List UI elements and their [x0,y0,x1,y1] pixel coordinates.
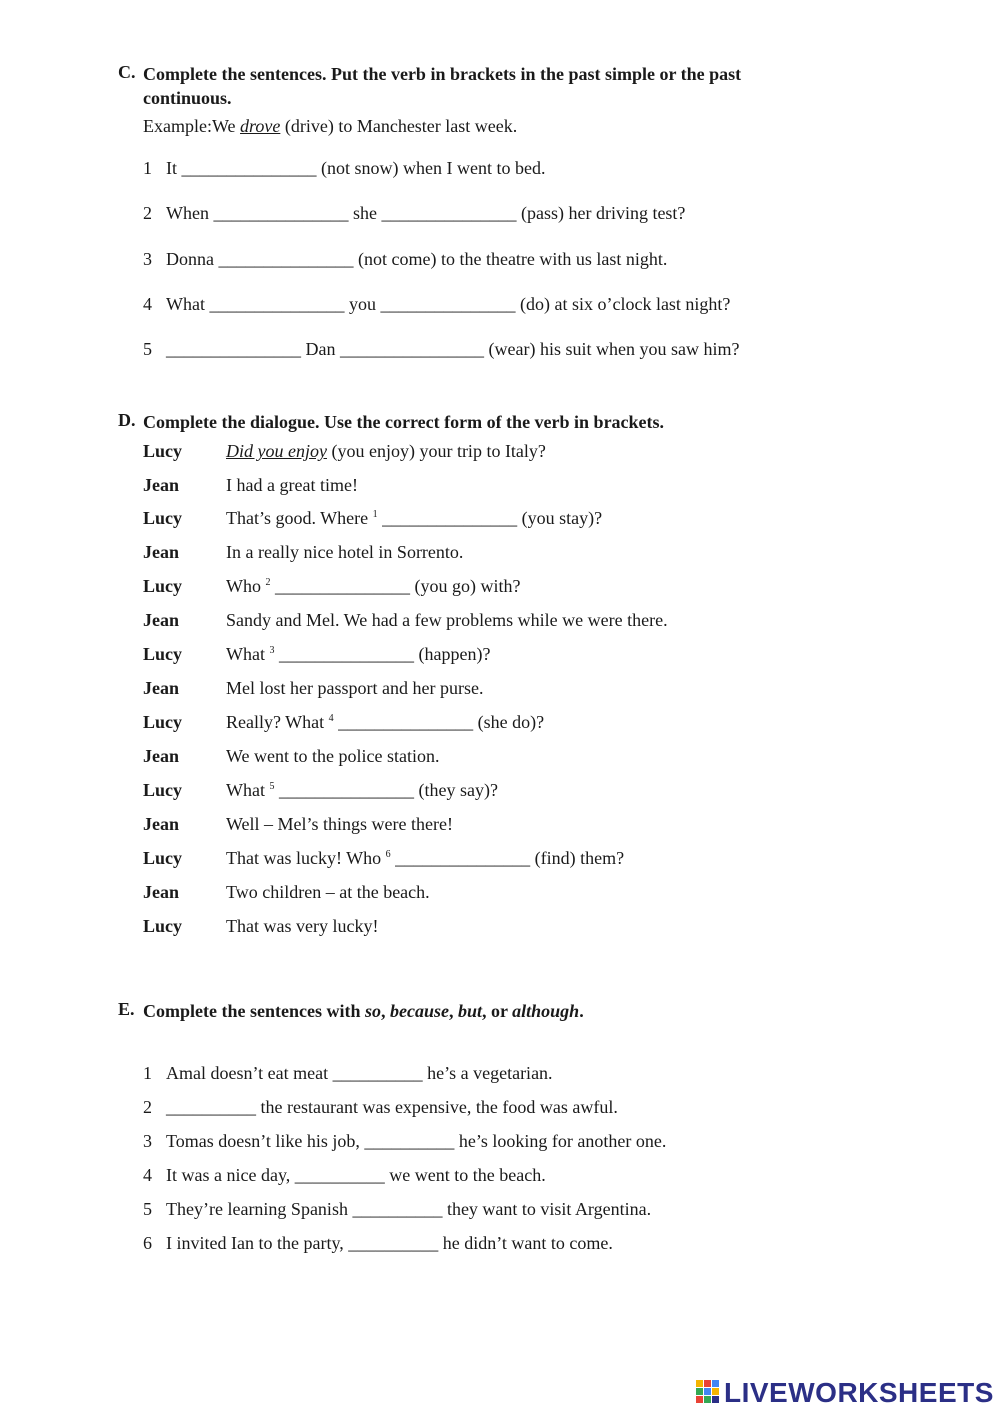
c-item-text[interactable]: What _______________ you _______________ (do) at six o’clock last night? [166,294,731,314]
sep: , [448,1001,458,1021]
line-post: _______________ (she do)? [333,712,545,732]
e-item-text[interactable]: Tomas doesn’t like his job, __________ he’s looking for another one. [166,1131,667,1151]
dialogue-line: Sandy and Mel. We had a few problems while we were there. [226,610,668,630]
dialogue-line: We went to the police station. [226,746,440,766]
dialogue-line: Two children – at the beach. [226,882,430,902]
line-pre: Who [226,576,266,596]
c-item-text[interactable]: _______________ Dan ________________ (wear) his suit when you saw him? [166,339,740,359]
line-post: _______________ (find) them? [390,848,625,868]
line-pre: Really? What [226,712,329,732]
e-item-text[interactable]: It was a nice day, __________ we went to the beach. [166,1165,546,1185]
dialogue-example-answer: Did you enjoy [226,441,327,461]
heading-post: . [579,1001,584,1021]
example-label: Example: [143,116,212,136]
sep: , or [481,1001,513,1021]
c-item-number: 5 [143,339,152,359]
line-pre: What [226,644,270,664]
heading-pre: Complete the sentences with [143,1001,365,1021]
e-item-number: 5 [143,1199,152,1219]
e-item-text[interactable]: Amal doesn’t eat meat __________ he’s a vegetarian. [166,1063,553,1083]
dialogue-speaker: Lucy [143,780,183,800]
line-post: _______________ (they say)? [274,780,498,800]
section-c-example [143,116,517,137]
c-item-number: 1 [143,158,152,178]
gap-number: 5 [269,781,275,792]
dialogue-speaker: Jean [143,678,179,698]
gap-number: 4 [328,713,334,724]
c-item-text[interactable]: It _______________ (not snow) when I went to bed. [166,158,546,178]
dialogue-speaker: Lucy [143,644,183,664]
dialogue-speaker: Jean [143,814,179,834]
dialogue-example-post: (you enjoy) your trip to Italy? [326,441,546,461]
e-item-number: 1 [143,1063,152,1083]
c-item-text[interactable]: When _______________ she _______________ (pass) her driving test? [166,203,686,223]
line-pre: What [226,780,270,800]
dialogue-speaker: Jean [143,610,179,630]
gap-number: 1 [372,509,378,520]
e-item-number: 6 [143,1233,152,1253]
word-although: although [512,1001,580,1021]
dialogue-line [226,441,546,462]
sep: , [380,1001,390,1021]
dialogue-speaker: Jean [143,475,179,495]
line-post: _______________ (happen)? [274,644,491,664]
e-item-number: 2 [143,1097,152,1117]
example-answer: drove [240,116,281,136]
dialogue-speaker: Lucy [143,848,183,868]
word-so: so [364,1001,381,1021]
dialogue-line[interactable] [226,576,520,597]
dialogue-line[interactable] [226,848,624,869]
c-item-number: 3 [143,249,152,269]
word-because: because [389,1001,449,1021]
e-item-text[interactable]: They’re learning Spanish __________ they want to visit Argentina. [166,1199,652,1219]
dialogue-speaker: Jean [143,542,179,562]
dialogue-line: That was very lucky! [226,916,379,936]
section-c-heading-line2: continuous. [143,88,232,108]
dialogue-speaker: Lucy [143,441,183,461]
line-post: _______________ (you stay)? [377,508,603,528]
dialogue-line[interactable] [226,508,602,529]
section-e-heading [143,999,584,1023]
line-post: _______________ (you go) with? [270,576,521,596]
e-item-number: 4 [143,1165,152,1185]
logo-grid-icon [696,1380,720,1404]
dialogue-line: I had a great time! [226,475,358,495]
liveworksheets-logo[interactable] [696,1376,996,1410]
c-item-number: 4 [143,294,152,314]
section-c-letter: C. [118,62,136,82]
line-pre: That’s good. Where [226,508,373,528]
e-item-number: 3 [143,1131,152,1151]
dialogue-speaker: Lucy [143,508,183,528]
dialogue-line[interactable] [226,712,544,733]
dialogue-line: Well – Mel’s things were there! [226,814,453,834]
example-pre: We [211,116,241,136]
logo-text: LIVEWORKSHEETS [724,1377,994,1408]
dialogue-speaker: Jean [143,746,179,766]
gap-number: 6 [385,849,391,860]
dialogue-line[interactable] [226,644,490,665]
e-item-text[interactable]: I invited Ian to the party, __________ he didn’t want to come. [166,1233,613,1253]
gap-number: 2 [265,577,271,588]
section-e-letter: E. [118,999,135,1019]
line-pre: That was lucky! Who [226,848,386,868]
dialogue-line: Mel lost her passport and her purse. [226,678,484,698]
dialogue-speaker: Lucy [143,576,183,596]
dialogue-speaker: Jean [143,882,179,902]
dialogue-line: In a really nice hotel in Sorrento. [226,542,464,562]
section-d-letter: D. [118,410,136,430]
section-d-heading: Complete the dialogue. Use the correct form of the verb in brackets. [143,412,665,432]
dialogue-line[interactable] [226,780,498,801]
dialogue-speaker: Lucy [143,712,183,732]
section-c-heading-line1: Complete the sentences. Put the verb in brackets in the past simple or the past [143,64,742,84]
word-but: but [457,1001,482,1021]
c-item-number: 2 [143,203,152,223]
e-item-text[interactable]: __________ the restaurant was expensive, the food was awful. [166,1097,618,1117]
c-item-text[interactable]: Donna _______________ (not come) to the theatre with us last night. [166,249,668,269]
gap-number: 3 [269,645,275,656]
example-post: (drive) to Manchester last week. [280,116,518,136]
dialogue-speaker: Lucy [143,916,183,936]
